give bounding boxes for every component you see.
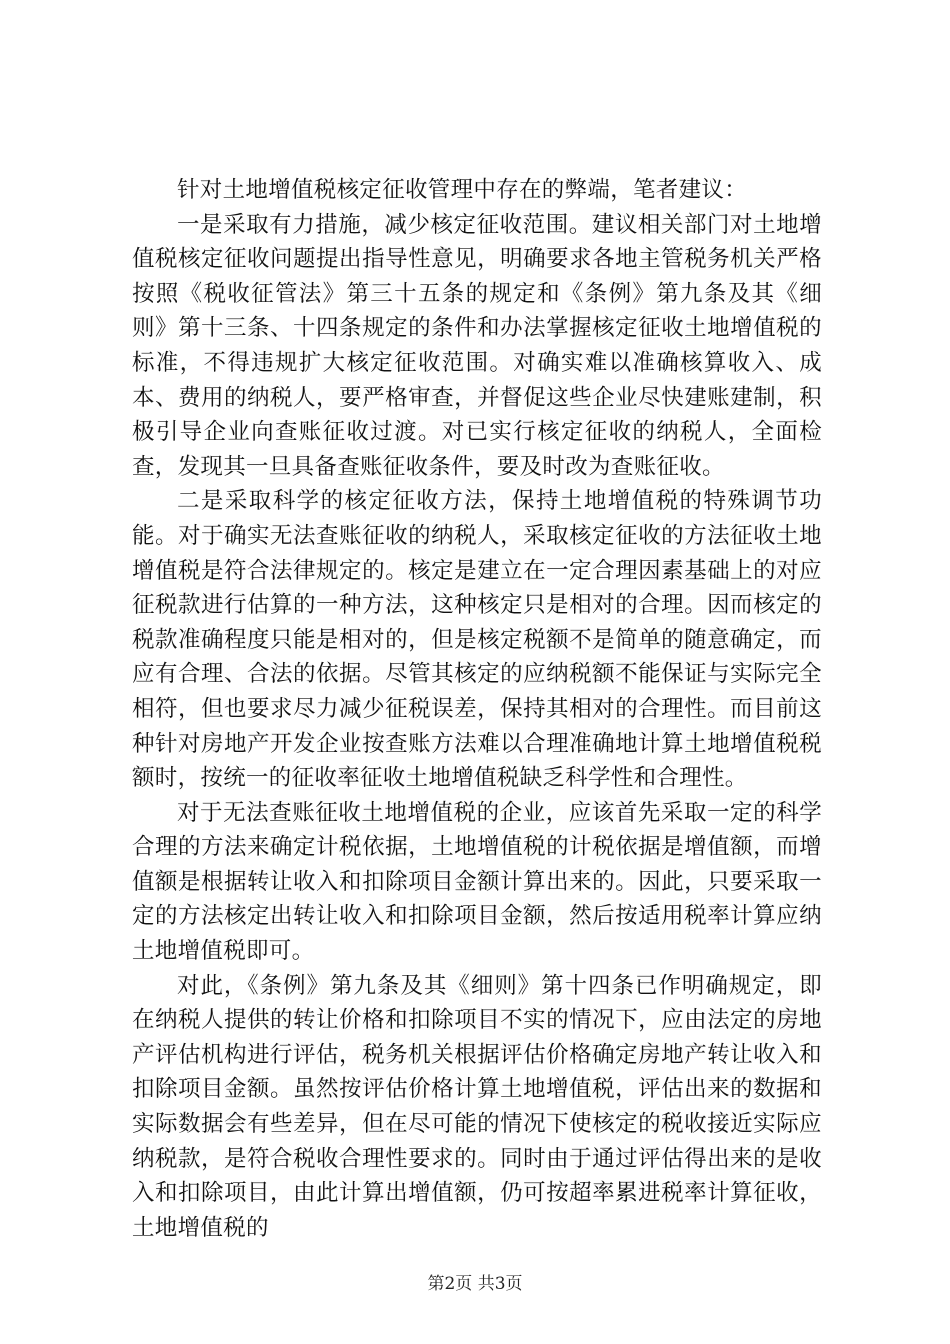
- paragraph-point-one: 一是采取有力措施，减少核定征收范围。建议相关部门对土地增值税核定征收问题提出指导性意见，明确要求各地主管税务机关严格按照《税收征管法》第三十五条的规定和《条例》第九条及其《细则》第十三条、十四条规定的条件和办法掌握核定征收土地增值税的标准，不得违规扩大核定征收范围。对确实难以准确核算收入、成本、费用的纳税人，要严格审查，并督促这些企业尽快建账建制，积极引导企业向查账征收过渡。对已实行核定征收的纳税人，全面检查，发现其一旦具备查账征收条件，要及时改为查账征收。: [132, 211, 822, 480]
- paragraph-tax-basis: 对于无法查账征收土地增值税的企业，应该首先采取一定的科学合理的方法来确定计税依据，土地增值税的计税依据是增值额，而增值额是根据转让收入和扣除项目金额计算出来的。因此，只要采取一定的方法核定出转让收入和扣除项目金额，然后按适用税率计算应纳土地增值税即可。: [132, 799, 822, 965]
- page-footer: 第2页 共3页: [427, 1274, 523, 1294]
- paragraph-regulation: 对此，《条例》第九条及其《细则》第十四条已作明确规定，即在纳税人提供的转让价格和扣除项目不实的情况下，应由法定的房地产评估机构进行评估，税务机关根据评估价格确定房地产转让收入和扣除项目金额。虽然按评估价格计算土地增值税，评估出来的数据和实际数据会有些差异，但在尽可能的情况下使核定的税收接近实际应纳税款，是符合税收合理性要求的。同时由于通过评估得出来的是收入和扣除项目，由此计算出增值额，仍可按超率累进税率计算征收，土地增值税的: [132, 972, 822, 1241]
- paragraph-point-two: 二是采取科学的核定征收方法，保持土地增值税的特殊调节功能。对于确实无法查账征收的纳税人，采取核定征收的方法征收土地增值税是符合法律规定的。核定是建立在一定合理因素基础上的对应征税款进行估算的一种方法，这种核定只是相对的合理。因而核定的税款准确程度只能是相对的，但是核定税额不是简单的随意确定，而应有合理、合法的依据。尽管其核定的应纳税额不能保证与实际完全相符，但也要求尽力减少征税误差，保持其相对的合理性。而目前这种针对房地产开发企业按查账方法难以合理准确地计算土地增值税税额时，按统一的征收率征收土地增值税缺乏科学性和合理性。: [132, 488, 822, 792]
- paragraph-intro: 针对土地增值税核定征收管理中存在的弊端，笔者建议：: [177, 177, 748, 203]
- document-body: [132, 173, 822, 1245]
